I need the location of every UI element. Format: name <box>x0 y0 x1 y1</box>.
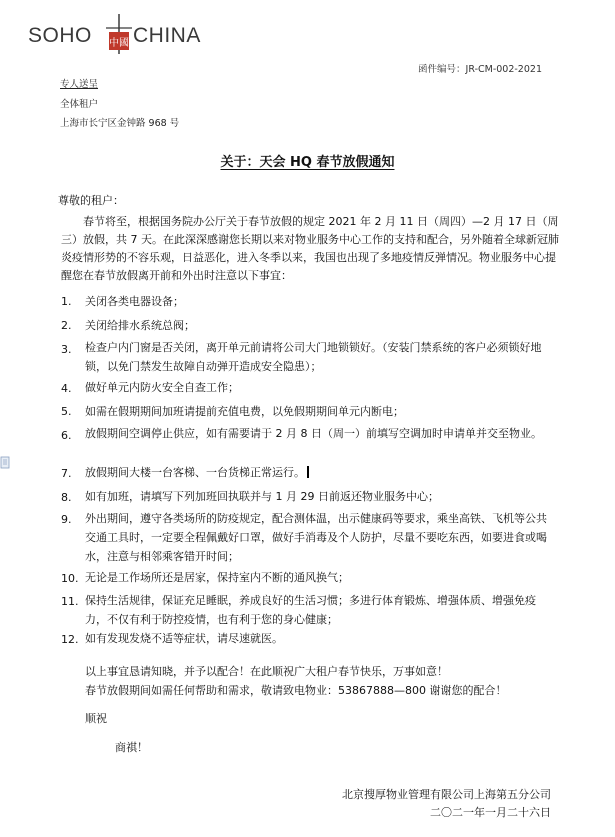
wish-line-2: 商祺！ <box>115 741 148 754</box>
item-number: 3. <box>61 343 72 356</box>
item-text: 如有加班，请填写下列加班回执联并与 1 月 29 日前返还物业服务中心； <box>85 490 439 503</box>
salutation: 尊敬的租户： <box>58 194 124 207</box>
item-number: 9. <box>61 513 72 526</box>
item-number: 10. <box>61 572 79 585</box>
notice-title: 关于：天会 HQ 春节放假通知 <box>220 155 395 170</box>
wish-line-1: 顺祝 <box>85 712 107 725</box>
item-number: 8. <box>61 491 72 504</box>
item-text: 无论是工作场所还是居家，保持室内不断的通风换气； <box>85 571 349 584</box>
item-number: 7. <box>61 467 72 480</box>
signature-date: 二〇二一年一月二十六日 <box>430 806 551 819</box>
document-number: 函件编号：JR-CM-002-2021 <box>418 64 542 75</box>
item-number: 6. <box>61 429 72 442</box>
item-text: 关闭各类电器设备； <box>85 295 184 308</box>
item-text: 如有发现发烧不适等症状，请尽速就医。 <box>85 632 283 645</box>
company-logo <box>28 14 228 54</box>
item-text: 如需在假期期间加班请提前充值电费，以免假期期间单元内断电； <box>85 405 404 418</box>
item-number: 4. <box>61 382 72 395</box>
logo-text-left: SOHO <box>28 24 92 47</box>
item-number: 2. <box>61 319 72 332</box>
item-text: 放假期间空调停止供应，如有需要请于 2 月 8 日（周一）前填写空调加时申请单并交至物业。 <box>85 427 542 440</box>
item-number: 5. <box>61 405 72 418</box>
recipient: 全体租户 <box>60 99 99 110</box>
item-number: 12. <box>61 633 79 646</box>
item-text: 保持生活规律，保证充足睡眠，养成良好的生活习惯；多进行体育锻炼、增强体质、增强免疫力，不仅有利于防控疫情，也有利于您的身心健康； <box>85 594 536 626</box>
address-line: 上海市长宁区金钟路 968 号 <box>60 118 180 129</box>
closing-line-1: 以上事宜恳请知晓，并予以配合！在此顺祝广大租户春节快乐，万事如意！ <box>85 665 448 678</box>
closing-line-2: 春节放假期间如需任何帮助和需求，敬请致电物业：53867888—800 谢谢您的配合！ <box>85 684 507 697</box>
logo-mark-icon <box>104 14 134 54</box>
logo-text-right: CHINA <box>133 24 201 47</box>
text-cursor <box>307 466 309 478</box>
item-text: 关闭给排水系统总阀； <box>85 319 195 332</box>
logo-mark-char: 中國 <box>109 38 129 49</box>
item-text: 检查户内门窗是否关闭，离开单元前请将公司大门地锁锁好。（安装门禁系统的客户必须锁好地锁，以免门禁发生故障自动弹开造成安全隐患）； <box>85 341 542 373</box>
delivery-method: 专人送呈 <box>60 79 99 90</box>
item-text: 做好单元内防火安全自查工作； <box>85 381 239 394</box>
item-number: 11. <box>61 595 79 608</box>
signature-company: 北京搜厚物业管理有限公司上海第五分公司 <box>342 788 551 801</box>
item-text: 放假期间大楼一台客梯、一台货梯正常运行。 <box>85 463 555 482</box>
item-number: 1. <box>61 295 72 308</box>
document-side-icon <box>0 456 12 470</box>
intro-paragraph: 春节将至，根据国务院办公厅关于春节放假的规定 2021 年 2 月 11 日（周四）—2 月 17 日（周三）放假，共 7 天。在此深深感谢您长期以来对物业服务中心工作的支持和配合，另外随着全球新冠肺炎疫情形势的不容乐观，日益恶化，进入冬季以来，我国也出现了多地疫情反弹情况。物业服务中心提醒您在春节放假离开前和外出时注意以下事宜： <box>61 215 559 282</box>
item-text: 外出期间，遵守各类场所的防疫规定，配合测体温，出示健康码等要求，乘坐高铁、飞机等公共交通工具时，一定要全程佩戴好口罩，做好手消毒及个人防护，尽量不要吃东西，如要进食或喝水，注意与相邻乘客错开时间； <box>85 512 547 563</box>
